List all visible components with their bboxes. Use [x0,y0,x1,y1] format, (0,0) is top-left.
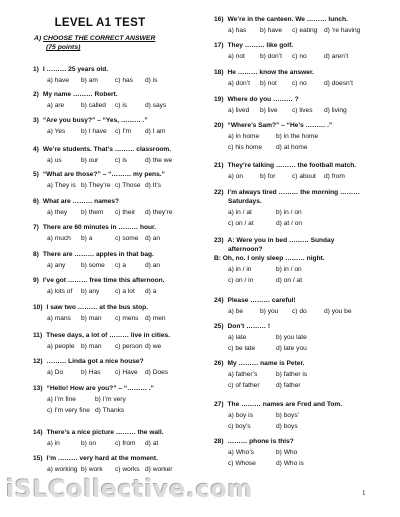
answer-option[interactable]: d) father [276,382,301,389]
question-number: 10) [33,304,43,311]
question-number: 17) [214,42,224,49]
question-text: A: Were you in bed ……… Sunday [227,237,335,244]
question-number: 22) [214,189,224,196]
answer-option[interactable]: a) in / at [228,209,252,216]
answer-option[interactable]: b) called [81,102,106,109]
question-text: They ……… like golf. [227,42,294,49]
answer-option[interactable]: d) Does [145,369,169,376]
question-number: 3) [33,117,39,124]
question-item [33,385,154,416]
answer-option[interactable]: c) has [115,77,133,84]
question-item [33,171,165,191]
answer-option[interactable]: d) Who is [276,460,304,467]
question-number: 12) [33,358,43,365]
answer-option[interactable]: c) from [115,440,136,447]
answer-option[interactable]: c) I’m [115,128,132,135]
answer-option[interactable]: d) Thanks [95,407,125,414]
question-text: I’m always tired ……… the morning ……… [227,189,360,196]
question-number: 4) [33,146,39,153]
answer-option[interactable]: a) lots of [47,288,73,295]
answer-option[interactable]: c) on / in [228,277,254,284]
answer-option[interactable]: b) don’t [260,53,282,60]
answer-option[interactable]: a) boy is [228,412,253,419]
answer-option[interactable]: b) boys’ [276,412,300,419]
answer-option[interactable]: d) at home [276,144,308,151]
answer-option[interactable]: b) work [81,466,103,473]
question-item [33,224,161,244]
question-item [33,358,169,378]
question-item [33,251,161,271]
question-text-continued: afternoon? [228,246,263,253]
question-text: They’re talking ……… the football match. [227,162,357,169]
question-text: My ……… name is Peter. [227,360,305,367]
section-heading [34,34,155,52]
answer-option[interactable]: c) their [115,209,136,216]
answer-option[interactable]: a) be [228,308,244,315]
question-text: We’re students. That’s ……… classroom. [42,146,172,153]
answer-option[interactable]: c) about [292,173,316,180]
question-text-continued: B: Oh, no. I only sleep ……… night. [214,255,325,262]
question-number: 15) [33,455,43,462]
question-item [33,66,158,86]
page-title: LEVEL A1 TEST [54,17,146,29]
question-text: Where do you ……… ? [227,96,299,103]
section-label: A) [34,35,42,42]
answer-option[interactable]: a) working [47,466,78,473]
answer-option[interactable]: c) is [115,102,128,109]
answer-option[interactable]: d) we [145,343,162,350]
question-number: 14) [33,429,43,436]
answer-option[interactable]: c) mens [115,315,139,322]
answer-option[interactable]: b) man [81,343,102,350]
answer-option[interactable]: a) has [228,27,247,34]
question-item [214,401,342,432]
answer-option[interactable]: a) mans [47,315,71,322]
question-number: 2) [33,91,39,98]
question-text: He ……… know the answer. [227,69,315,76]
answer-option[interactable]: d) I am [145,128,166,135]
question-item [33,304,166,324]
question-item [214,162,356,182]
answer-option[interactable]: b) in the home [276,133,319,140]
answer-option[interactable]: b) them [81,209,104,216]
question-text: My name ……… Robert. [42,91,118,98]
question-number: 21) [214,162,224,169]
question-number: 11) [33,332,43,339]
question-text: The ……… names are Fred and Tom. [227,401,343,408]
question-number: 9) [33,277,39,284]
answer-option[interactable]: a) Do [47,369,64,376]
answer-option[interactable]: c) no [292,53,307,60]
question-text: Please ……… careful! [227,297,296,304]
answer-option[interactable]: c) works [115,466,140,473]
section-points: (75 points) [46,44,81,51]
answer-option[interactable]: b) am [81,77,98,84]
question-item [214,237,334,286]
answer-option[interactable]: d) living [324,107,347,114]
answer-option[interactable]: c) do [292,308,307,315]
answer-option[interactable]: a) are [47,102,65,109]
question-number: 13) [33,385,43,392]
answer-option[interactable]: b) live [260,107,278,114]
answer-option[interactable]: b) not [260,80,277,87]
question-number: 19) [214,96,224,103]
answer-option[interactable]: b) any [81,288,100,295]
question-item [214,189,360,229]
answer-option[interactable]: b) a [81,235,93,242]
answer-option[interactable]: b) I’m very [95,396,126,403]
answer-option[interactable]: c) lives [292,107,313,114]
question-text: “What are those?” – “……… my pens.” [42,171,165,178]
answer-option[interactable]: c) boy’s [228,423,251,430]
answer-option[interactable]: a) don’t [228,80,250,87]
question-text: These days, a lot of ……… live in cities. [46,332,171,339]
answer-option[interactable]: d) you be [324,308,352,315]
question-number: 20) [214,122,224,129]
question-item [214,42,349,62]
answer-option[interactable]: a) Who’s [228,449,254,456]
question-number: 28) [214,438,224,445]
answer-option[interactable]: d) boys [276,423,298,430]
question-item [33,198,173,218]
answer-option[interactable]: c) eating [292,27,318,34]
answer-option[interactable]: b) you late [276,334,307,341]
answer-option[interactable]: a) father’s [228,371,258,378]
answer-option[interactable]: b) father is [276,371,308,378]
question-item [33,91,167,111]
answer-option[interactable]: a) Yes [47,128,66,135]
question-number: 18) [214,69,224,76]
answer-option[interactable]: c) some [115,235,139,242]
question-item [33,455,173,475]
question-text: There are 60 minutes in ……… hour. [42,224,157,231]
question-text: “Where’s Sam?” – “He’s ……… .” [227,122,333,129]
section-text: CHOOSE THE CORRECT ANSWER [43,35,156,42]
answer-option[interactable]: c) Have [115,369,138,376]
question-item [214,69,353,89]
answer-option[interactable]: b) They’re [81,182,111,189]
question-number: 8) [33,251,39,258]
answer-option[interactable]: b) Has [81,369,101,376]
question-text: I’ve got ……… free time this afternoon. [42,277,165,284]
answer-option[interactable]: b) Who [276,449,298,456]
question-number: 5) [33,171,39,178]
question-text: “Hello! How are you?” – “……… .” [46,385,154,392]
answer-option[interactable]: c) person [115,343,143,350]
answer-option[interactable]: d) they’re [145,209,173,216]
answer-option[interactable]: c) no [292,80,307,87]
answer-option[interactable]: a) They is [47,182,76,189]
question-text: ……… Linda got a nice house? [46,358,144,365]
question-text: What are ……… names? [42,198,120,205]
answer-option[interactable]: a) in [47,440,60,447]
answer-option[interactable]: d) It’s [145,182,162,189]
question-item [214,438,304,469]
answer-option[interactable]: a) have [47,77,69,84]
answer-option[interactable]: b) I have [81,128,107,135]
question-item [214,16,361,36]
answer-option[interactable]: d) a [145,288,157,295]
answer-option[interactable]: c) a [115,262,126,269]
question-item [33,146,171,166]
question-number: 27) [214,401,224,408]
question-text: We’re in the canteen. We ……… lunch. [227,16,348,23]
answer-option[interactable]: c) is [115,157,128,164]
question-text-continued: Saturdays. [228,198,262,205]
question-number: 7) [33,224,39,231]
question-item [214,96,347,116]
question-number: 23) [214,237,224,244]
question-item [214,360,308,391]
answer-option[interactable]: c) Those [115,182,141,189]
answer-option[interactable]: d) men [145,315,166,322]
answer-option[interactable]: b) on [81,440,97,447]
answer-option[interactable]: a) lived [228,107,250,114]
answer-option[interactable]: c) a lot [115,288,135,295]
answer-option[interactable]: b) some [81,262,105,269]
answer-option[interactable]: d) late you [276,345,307,352]
answer-option[interactable]: a) on [228,173,244,180]
question-item [33,429,164,449]
question-number: 25) [214,323,224,330]
answer-option[interactable]: a) people [47,343,75,350]
answer-option[interactable]: d) from [324,173,345,180]
answer-option[interactable]: d) an [145,262,161,269]
answer-option[interactable]: a) I’m fine [47,396,76,403]
question-text: There’s a nice picture ……… the wall. [46,429,164,436]
question-text: I’m ……… very hard at the moment. [46,455,158,462]
answer-option[interactable]: a) they [47,209,68,216]
question-number: 24) [214,297,224,304]
question-item [214,297,352,317]
answer-option[interactable]: d) an [145,235,161,242]
answer-option[interactable]: a) in home [228,133,260,140]
answer-option[interactable]: d) ‘re having [324,27,361,34]
answer-option[interactable]: d) on / at [276,277,303,284]
answer-option[interactable]: d) at / on [276,220,303,227]
answer-option[interactable]: b) our [81,157,99,164]
question-item [214,323,307,354]
answer-option[interactable]: d) says [145,102,167,109]
answer-option[interactable]: d) at [145,440,159,447]
answer-option[interactable]: a) us [47,157,62,164]
answer-option[interactable]: b) have [260,27,282,34]
footer-watermark: iSLCollective.com [6,475,253,503]
answer-option[interactable]: c) Whose [228,460,256,467]
question-number: 16) [214,16,224,23]
answer-option[interactable]: c) his home [228,144,263,151]
question-text: I ……… 25 years old. [42,66,109,73]
question-text: There are ……… apples in that bag. [42,251,154,258]
answer-option[interactable]: c) be late [228,345,256,352]
answer-option[interactable]: d) doesn’t [324,80,353,87]
answer-option[interactable]: c) of father [228,382,260,389]
answer-option[interactable]: d) is [145,77,158,84]
answer-option[interactable]: c) I’m very fine [47,407,90,414]
answer-option[interactable]: a) not [228,53,245,60]
answer-option[interactable]: a) any [47,262,66,269]
answer-option[interactable]: d) aren’t [324,53,349,60]
page-number: 1 [362,489,366,497]
answer-option[interactable]: b) you [260,308,279,315]
question-number: 26) [214,360,224,367]
question-number: 1) [33,66,39,73]
question-item [33,277,165,297]
answer-option[interactable]: b) in / on [276,209,302,216]
question-item [33,332,170,352]
answer-option[interactable]: d) worker [145,466,173,473]
answer-option[interactable]: d) the we [145,157,173,164]
answer-option[interactable]: a) in / in [228,266,252,273]
question-item [214,122,332,153]
answer-option[interactable]: b) in / on [276,266,302,273]
question-number: 6) [33,198,39,205]
question-item [33,117,166,137]
answer-option[interactable]: c) on / at [228,220,254,227]
answer-option[interactable]: b) for [260,173,276,180]
question-text: I saw two ……… at the bus stop. [46,304,149,311]
question-text: “Are you busy?” – “Yes, ……… .” [42,117,148,124]
answer-option[interactable]: b) man [81,315,102,322]
question-text: ……… phone is this? [227,438,294,445]
question-text: Don’t ……… ! [227,323,271,330]
answer-option[interactable]: a) late [228,334,247,341]
answer-option[interactable]: a) much [47,235,71,242]
